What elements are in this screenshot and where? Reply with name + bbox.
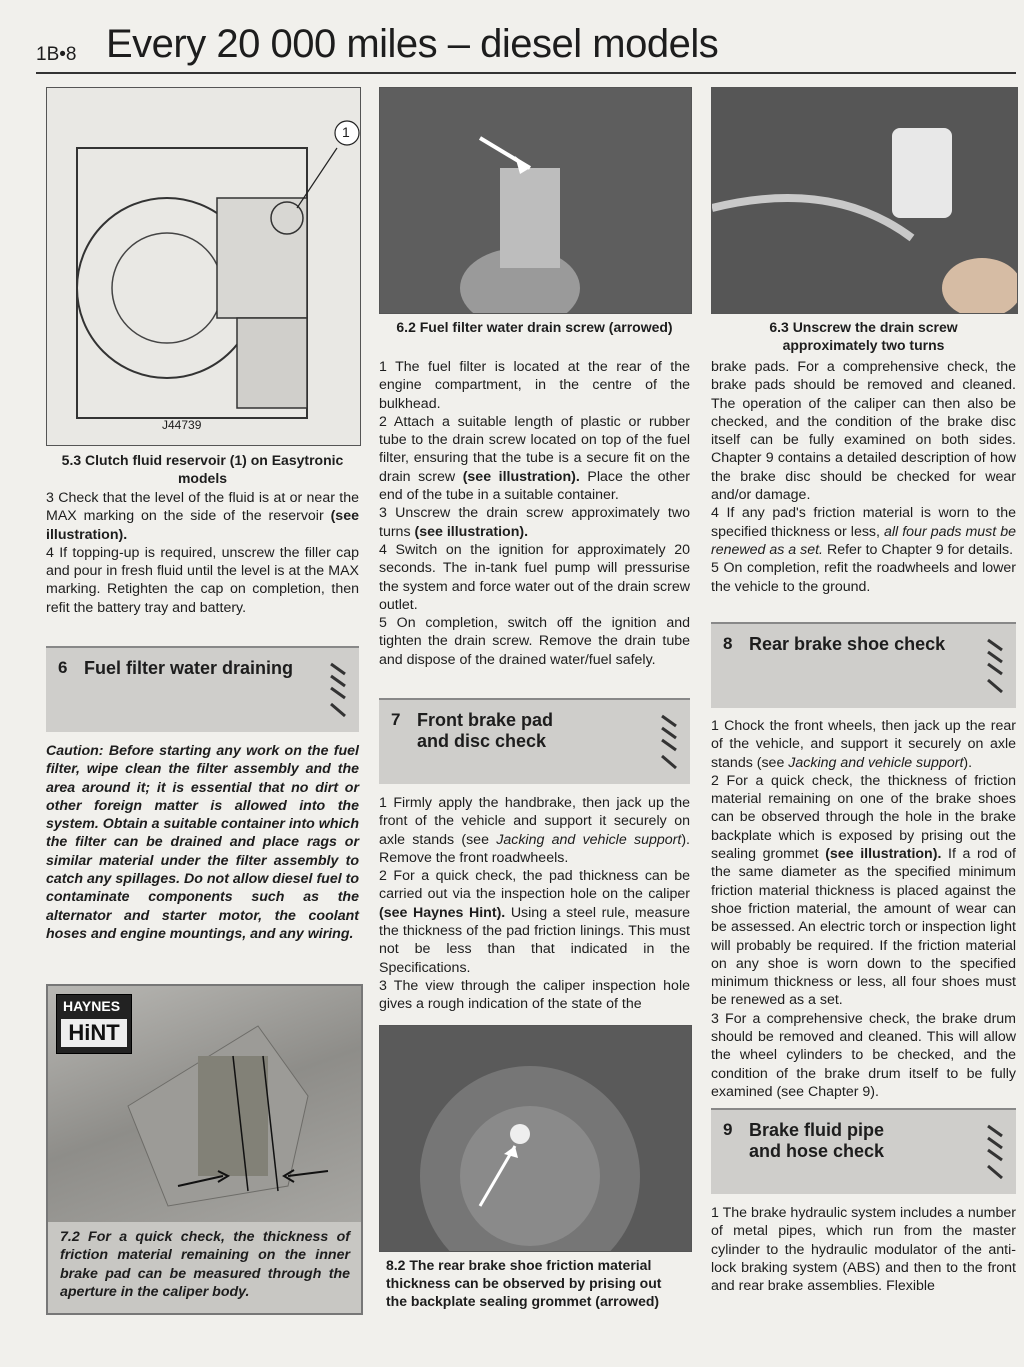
figure-6-3-caption: 6.3 Unscrew the drain screw approximately two turns — [769, 319, 958, 353]
difficulty-spanner-icon — [327, 660, 349, 720]
paragraph: 3 Unscrew the drain screw approximately two turns (see illustration). — [379, 505, 690, 540]
section-number: 6 — [58, 658, 68, 677]
section-9-header — [711, 1108, 1016, 1194]
paragraph: 3 For a comprehensive check, the brake drum should be removed and cleaned. This will allow the wheel cylinders to be checked, and the condition of the brake drum itself to be fully examined (see Chapter 9). — [711, 1010, 1016, 1100]
haynes-hint-badge: HAYNES HiNT — [56, 994, 132, 1054]
callout-number: 1 — [342, 124, 350, 140]
section-title: Rear brake shoe check — [749, 634, 946, 654]
section-7-header — [379, 698, 690, 784]
col3-text — [711, 358, 1016, 596]
section-title: Brake fluid pipe and hose check — [749, 1120, 885, 1161]
section-8-header — [711, 622, 1016, 708]
paragraph: 5 On completion, refit the roadwheels and lower the vehicle to the ground. — [711, 560, 1016, 595]
paragraph: 1 The brake hydraulic system includes a number of metal pipes, which run from the master cylinder to the hydraulic modulator of the anti-lock braking system (ABS) and then to the front and rear brake assemblies. Flexible — [711, 1205, 1016, 1295]
figure-6-3-photo — [711, 87, 1018, 314]
col3-text-section9 — [711, 1204, 1016, 1364]
figure-8-2-caption: 8.2 The rear brake shoe friction material thickness can be observed by prising out the backplate sealing grommet (arrowed) — [386, 1257, 662, 1309]
paragraph: 4 Switch on the ignition for approximately 20 seconds. The in-tank fuel pump will pressurise the system and force water out of the drain screw outlet. — [379, 541, 690, 613]
drain-screw-photo-icon — [712, 88, 1017, 313]
paragraph: 2 Attach a suitable length of plastic or rubber tube to the drain screw located on top of the fuel filter, ensuring that the tube is a secure fit on the drain screw (see illustration). Place the other end of the tube in a suitable container. — [379, 413, 690, 504]
section-number: 8 — [723, 634, 733, 653]
section-number: 7 — [391, 710, 401, 729]
transmission-diagram-icon — [47, 88, 360, 445]
fuel-filter-photo-icon — [380, 88, 691, 313]
col1-text — [46, 489, 359, 617]
paragraph: 1 Firmly apply the handbrake, then jack up the front of the vehicle and support it securely on axle stands (see Jacking and vehicle support). Remove the front roadwheels. — [379, 795, 690, 866]
section-title: Fuel filter water draining — [84, 658, 294, 678]
col2-text — [379, 358, 690, 669]
hint-caption: 7.2 For a quick check, the thickness of friction material remaining on the inner brake pad can be measured through the aperture in the caliper body. — [60, 1229, 350, 1300]
difficulty-spanner-icon — [984, 636, 1006, 696]
section-number: 9 — [723, 1120, 733, 1139]
figure-6-2-photo — [379, 87, 692, 314]
paragraph: 5 On completion, switch off the ignition and tighten the drain screw. Remove the drain tube and dispose of the drained water/fuel safely. — [379, 615, 690, 668]
paragraph: 3 Check that the level of the fluid is at or near the MAX marking on the side of the reservoir (see illustration). — [46, 490, 359, 543]
difficulty-spanner-icon — [658, 712, 680, 772]
section-title: Front brake pad and disc check — [417, 710, 554, 751]
paragraph: 2 For a quick check, the pad thickness can be carried out via the inspection hole on the caliper (see Haynes Hint). Using a steel rule, measure the thickness of the pad friction linings. This must not be less than that indicated in the Specifications. — [379, 868, 690, 976]
paragraph: 2 For a quick check, the thickness of friction material remaining on one of the brake shoes can be observed through the hole in the brake backplate which is exposed by prising out the sealing grommet (see illustration). If a rod of the same diameter as the specified minimum friction material thickness is placed against the shoe friction material, the amount of wear can be assessed. An electric torch or inspection light will probably be required. If the friction material on any shoe is worn down to the specified minimum thickness or less, all four shoes must be renewed as a set. — [711, 772, 1016, 1009]
paragraph: brake pads. For a comprehensive check, the brake pads should be removed and cleaned. The operation of the caliper can then also be checked, and the condition of the brake disc itself can be fully examined on both sides. Chapter 9 contains a detailed description of how the brake disc should be checked for wear and/or damage. — [711, 359, 1016, 504]
figure-5-3-diagram — [46, 87, 361, 446]
caution-text: Caution: Before starting any work on the fuel filter, wipe clean the filter assembly and the area around it; it is essential that no dirt or other foreign matter is allowed into the system. Obtain a suitable container into which the filter can be drained and place rags or similar material under the filter assembly to catch any spillages. Do not allow diesel fuel to contaminate components such as the alternator and starter motor, the coolant hoses and engine mountings, and any wiring. — [46, 743, 359, 942]
paragraph: 4 If any pad's friction material is worn to the specified thickness or less, all four pads must be renewed as a set. Refer to Chapter 9 for details. — [711, 505, 1017, 558]
paragraph: 1 The fuel filter is located at the rear of the engine compartment, in the centre of the bulkhead. — [379, 359, 690, 412]
col2-text-section7 — [379, 794, 690, 1014]
figure-5-3-caption: 5.3 Clutch fluid reservoir (1) on Easytronic models — [61, 452, 344, 486]
brake-backplate-photo-icon — [380, 1026, 691, 1251]
page-header — [36, 20, 1016, 74]
haynes-hint-box — [46, 984, 363, 1315]
section-6-header — [46, 646, 359, 732]
figure-8-2-photo — [379, 1025, 692, 1252]
page-title: Every 20 000 miles – diesel models — [106, 22, 719, 66]
paragraph: 1 Chock the front wheels, then jack up the rear of the vehicle, and support it securely on axle stands (see Jacking and vehicle support). — [711, 718, 1016, 771]
difficulty-spanner-icon — [984, 1122, 1006, 1182]
figure-6-2-caption: 6.2 Fuel filter water drain screw (arrowed) — [396, 319, 673, 335]
page-number: 1B•8 — [36, 44, 77, 65]
paragraph: 4 If topping-up is required, unscrew the filler cap and pour in fresh fluid until the level is at the MAX marking. Retighten the cap on completion, then refit the battery tray and battery. — [46, 544, 359, 616]
paragraph: 3 The view through the caliper inspection hole gives a rough indication of the state of the — [379, 977, 690, 1013]
figure-code: J44739 — [162, 418, 202, 432]
col3-text-section8 — [711, 717, 1016, 1101]
